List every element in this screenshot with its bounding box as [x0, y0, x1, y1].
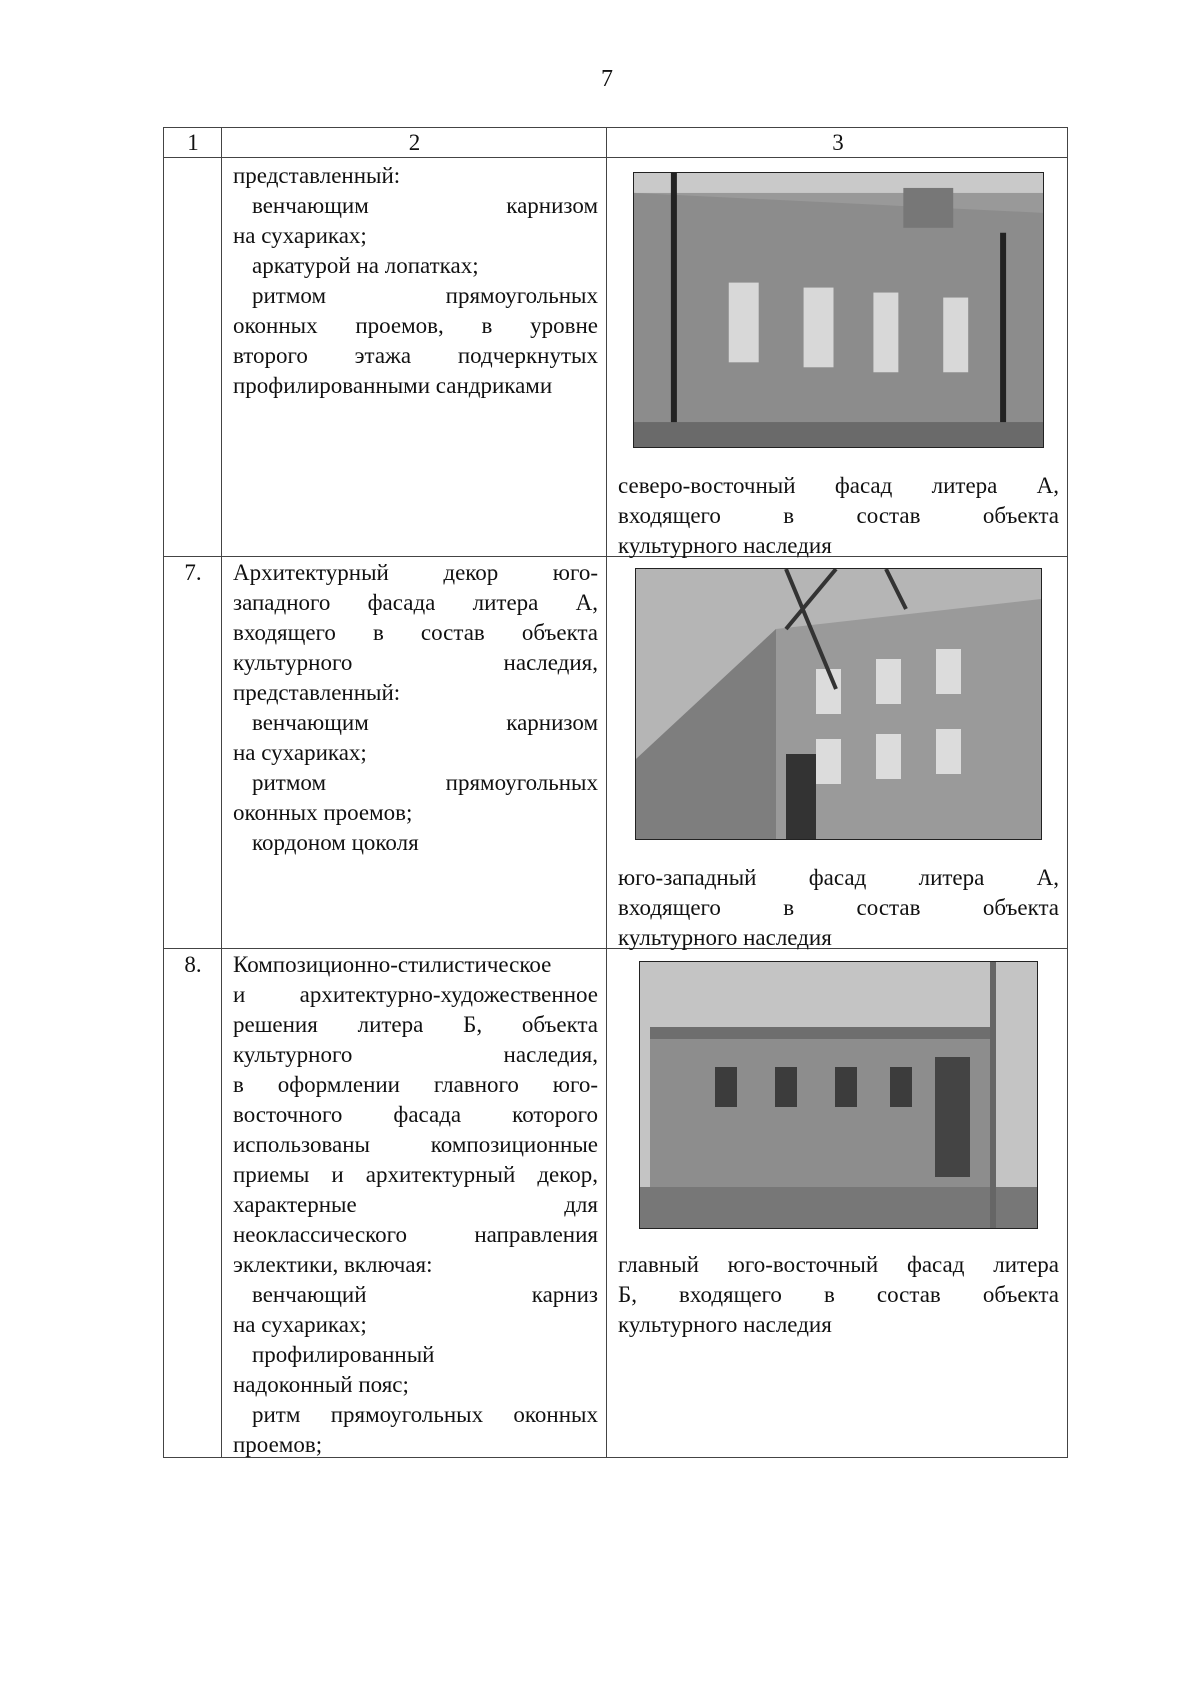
description-line: на сухариках;: [233, 223, 367, 248]
description-line: на сухариках;: [233, 1312, 367, 1337]
header-col-1: 1: [187, 130, 199, 155]
header-col-2: 2: [408, 130, 421, 155]
description-line: приемы и архитектурный декор,: [233, 1162, 598, 1187]
description-line: решения литера Б, объекта: [233, 1012, 598, 1037]
description-line: венчающим карнизом: [252, 710, 598, 735]
page-number: 7: [601, 66, 613, 92]
row-description: [233, 950, 598, 1460]
description-line: неоклассического направления: [233, 1222, 598, 1247]
description-line: восточного фасада которого: [233, 1102, 598, 1127]
description-line: представленный:: [233, 680, 401, 705]
description-line: западного фасада литера А,: [233, 590, 598, 615]
description-line: профилированными сандриками: [233, 373, 553, 398]
row-description: [233, 558, 598, 858]
photo-southwest-facade: [635, 568, 1042, 840]
description-line: аркатурой на лопатках;: [252, 253, 479, 278]
description-line: профилированный: [252, 1342, 435, 1367]
description-line: ритмом прямоугольных: [252, 770, 598, 795]
description-line: проемов;: [233, 1432, 323, 1457]
row-number: 8.: [184, 952, 202, 977]
description-line: входящего в состав объекта: [233, 620, 598, 645]
photo-caption: [618, 471, 1059, 561]
caption-line: культурного наследия: [618, 533, 832, 558]
photo-northeast-facade: [633, 172, 1044, 448]
description-line: характерные для: [233, 1192, 598, 1217]
caption-line: юго-западный фасад литера А,: [618, 865, 1059, 890]
caption-line: входящего в состав объекта: [618, 503, 1059, 528]
heritage-table: [163, 127, 1068, 1458]
caption-line: Б, входящего в состав объекта: [618, 1282, 1059, 1307]
description-line: кордоном цоколя: [252, 830, 419, 855]
caption-line: входящего в состав объекта: [618, 895, 1059, 920]
description-line: эклектики, включая:: [233, 1252, 433, 1277]
row-description: [233, 161, 598, 401]
photo-caption: [618, 1250, 1059, 1340]
caption-line: культурного наследия: [618, 1312, 832, 1337]
description-line: Архитектурный декор юго-: [233, 560, 598, 585]
description-line: оконных проемов, в уровне: [233, 313, 598, 338]
caption-line: культурного наследия: [618, 925, 832, 950]
header-col-3: 3: [832, 130, 844, 155]
description-line: в оформлении главного юго-: [233, 1072, 598, 1097]
caption-line: северо-восточный фасад литера А,: [618, 473, 1059, 498]
description-line: надоконный пояс;: [233, 1372, 409, 1397]
description-line: культурного наследия,: [233, 1042, 598, 1067]
description-line: второго этажа подчеркнутых: [233, 343, 598, 368]
description-line: венчающим карнизом: [252, 193, 598, 218]
description-line: венчающий карниз: [252, 1282, 598, 1307]
column-divider: [221, 128, 222, 1457]
column-divider: [606, 128, 607, 1457]
photo-caption: [618, 863, 1059, 953]
photo-southeast-facade: [639, 961, 1038, 1229]
description-line: культурного наследия,: [233, 650, 598, 675]
description-line: ритм прямоугольных оконных: [252, 1402, 598, 1427]
description-line: Композиционно-стилистическое: [233, 952, 552, 977]
description-line: представленный:: [233, 163, 401, 188]
description-line: использованы композиционные: [233, 1132, 598, 1157]
description-line: оконных проемов;: [233, 800, 413, 825]
description-line: на сухариках;: [233, 740, 367, 765]
caption-line: главный юго-восточный фасад литера: [618, 1252, 1059, 1277]
description-line: ритмом прямоугольных: [252, 283, 598, 308]
row-number: 7.: [184, 560, 202, 585]
description-line: и архитектурно-художественное: [233, 982, 598, 1007]
